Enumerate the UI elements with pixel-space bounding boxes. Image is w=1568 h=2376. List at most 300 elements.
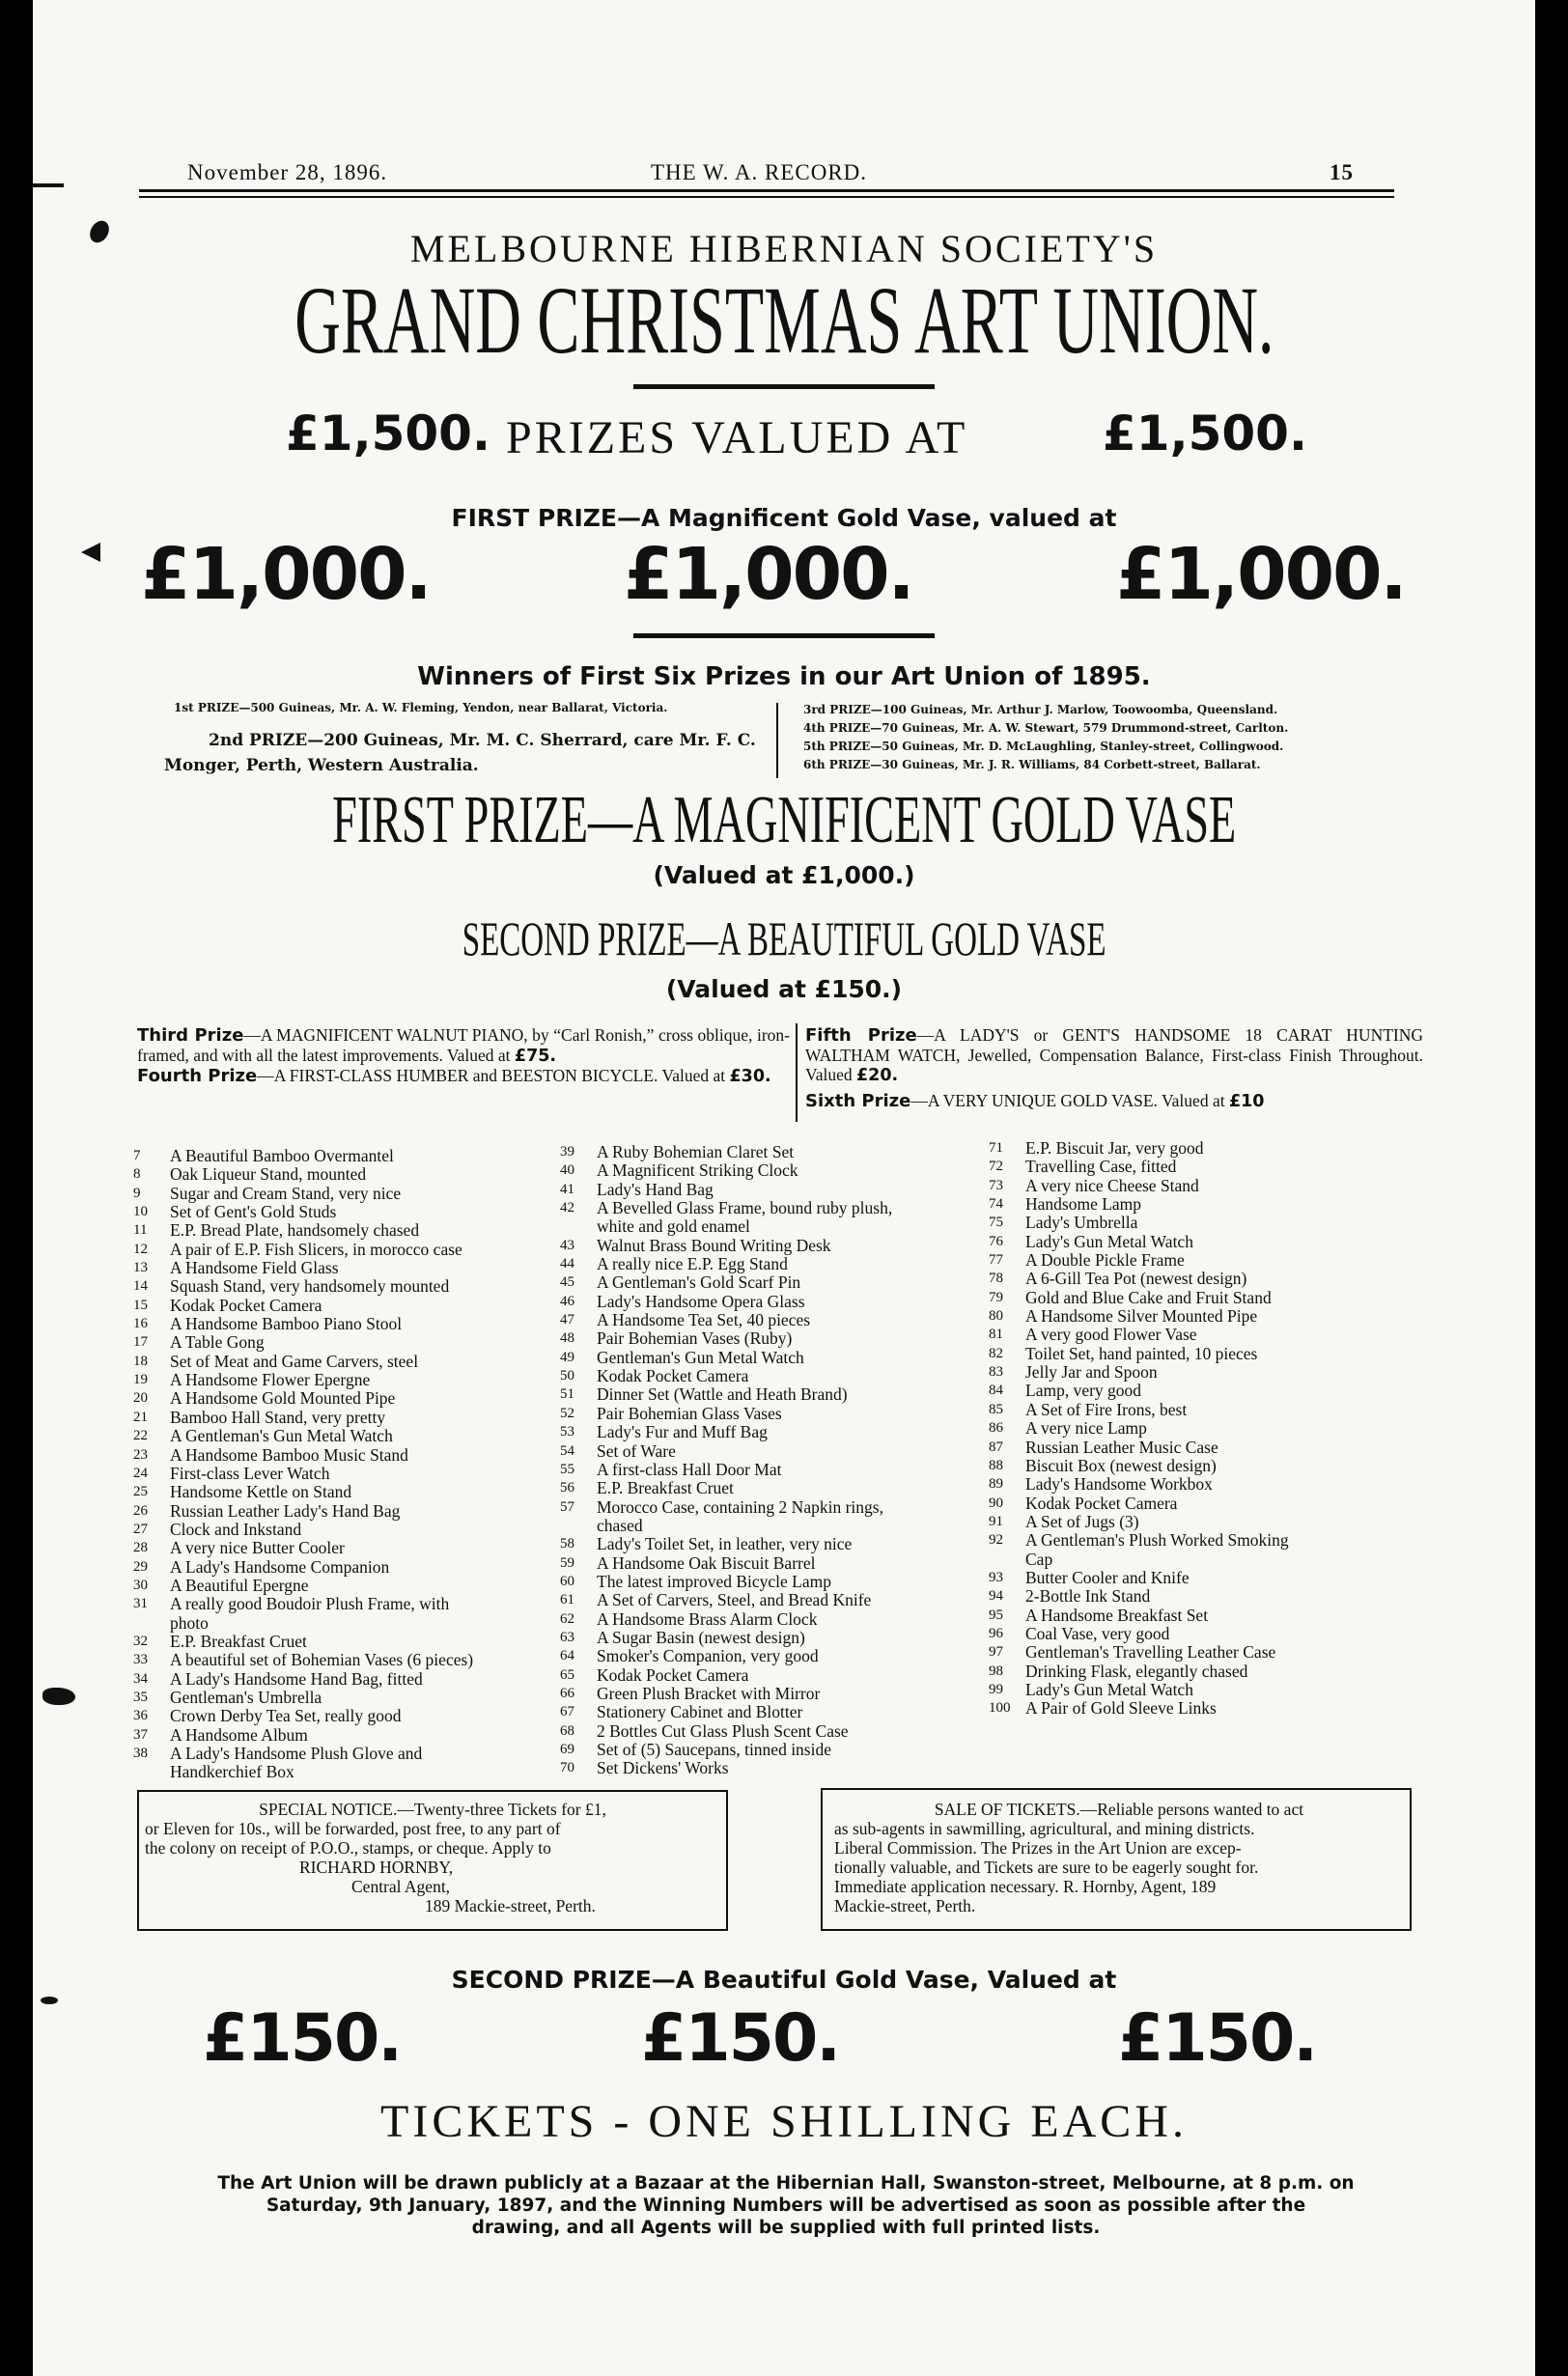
prize-list-item [989,1587,1423,1606]
prize-number: 26 [133,1502,148,1519]
prize-list-item [989,1382,1423,1400]
prize-description: A very nice Lamp [1025,1418,1147,1439]
first-prize-heading [33,784,1535,857]
prize-list-item [133,1297,577,1315]
prize-number: 49 [560,1349,574,1365]
prize-list-item [133,1277,577,1296]
society-name: MELBOURNE HIBERNIAN SOCIETY'S [409,227,1159,270]
prize-list-item [560,1703,985,1721]
prize-list-item [133,1577,577,1595]
prize-number: 59 [560,1554,574,1571]
newspaper-name: THE W. A. RECORD. [651,160,868,184]
prize-list-item [133,1689,577,1707]
prize-number: 78 [989,1271,1003,1287]
prize-list-item [560,1685,985,1703]
prize-list-item [133,1185,577,1203]
prize-number: 23 [133,1446,148,1463]
prize-description: Drinking Flask, elegantly chased [1025,1661,1248,1681]
prize-list-item [560,1442,985,1461]
prize-list-item [133,1651,577,1669]
prize-number: 94 [989,1588,1003,1605]
prize-description: A Beautiful Epergne [170,1575,309,1595]
prize-number: 50 [560,1368,574,1384]
prize-list-item [560,1237,985,1255]
prize-description: A Lady's Handsome Companion [170,1556,390,1577]
sixth-prize [805,1091,1423,1111]
prize-number: 36 [133,1708,148,1724]
prize-list-column-2 [560,1143,985,1778]
fourth-prize-text: —A FIRST-CLASS HUMBER and BEESTON BICYCLE. Valued at [257,1066,726,1085]
prize-description: A Lady's Handsome Hand Bag, fitted [170,1668,423,1689]
special-notice-box [137,1790,728,1931]
prize-description: Oak Liqueur Stand, mounted [170,1164,367,1185]
prize-description: A Beautiful Bamboo Overmantel [170,1146,394,1165]
prize-number: 37 [133,1726,148,1743]
small-amount-2: £150. [641,2000,840,2077]
sale-line-1: SALE OF TICKETS.—Reliable persons wanted to act [934,1800,1304,1819]
prize-number: 84 [989,1383,1003,1399]
prize-list-item [560,1349,985,1367]
prize-description: 2 Bottles Cut Glass Plush Scent Case [597,1720,849,1741]
prize-list-item [989,1363,1423,1382]
first-prize-value: (Valued at £1,000.) [653,861,915,889]
prize-list-item [133,1539,577,1557]
prize-description: A Bevelled Glass Frame, bound ruby plush, [597,1198,893,1218]
prize-description: A 6-Gill Tea Pot (newest design) [1025,1269,1247,1289]
prize-description: First-class Lever Watch [170,1463,330,1483]
sale-of-tickets [834,1800,1404,1915]
prize-number: 9 [133,1185,141,1201]
prize-list-item [133,1389,577,1408]
prize-list-item [560,1161,985,1180]
prize-list-item [133,1147,577,1165]
prize-list-item [133,1633,577,1651]
sale-line-5: Immediate application necessary. R. Hornby, Agent, 189 [834,1877,1217,1896]
prize-number: 87 [989,1439,1003,1455]
prize-number: 65 [560,1666,574,1683]
prize-number: 17 [133,1334,148,1351]
prize-description: 2-Bottle Ink Stand [1025,1586,1151,1607]
prize-number: 20 [133,1390,148,1407]
prize-list-item [560,1535,985,1553]
prize-list-item [560,1405,985,1423]
prize-description: Set of Ware [597,1440,676,1461]
prize-number: 24 [133,1465,148,1481]
prize-number: 99 [989,1681,1003,1697]
prize-list-item [133,1427,577,1445]
prize-list-item [989,1699,1423,1718]
prize-description: E.P. Bread Plate, handsomely chased [170,1220,420,1241]
amount-rule [633,633,935,638]
prize-list-item [989,1233,1423,1251]
banner-amount-left: £1,500. [286,405,490,461]
prize-number: 28 [133,1540,148,1556]
prize-number: 56 [560,1480,574,1496]
prize-number: 44 [560,1256,574,1272]
winners-divider [776,703,778,778]
prize-description: Morocco Case, containing 2 Napkin rings, [597,1496,883,1517]
fifth-prize-value: £20. [855,1066,899,1085]
prize-list-item [560,1591,985,1609]
prize-number: 88 [989,1457,1003,1473]
prize-description: Walnut Brass Bound Writing Desk [597,1235,831,1255]
newspaper-page [33,0,1535,2376]
prize-description: Lady's Gun Metal Watch [1025,1231,1193,1251]
prize-list-item [989,1663,1423,1681]
prize-number: 79 [989,1289,1003,1305]
prize-number: 92 [989,1532,1003,1549]
prize-description: A Handsome Tea Set, 40 pieces [597,1310,811,1330]
prize-description: A beautiful set of Bohemian Vases (6 pieces) [170,1650,474,1670]
third-prize-label: Third Prize [137,1025,244,1046]
prize-number: 58 [560,1536,574,1552]
special-notice [145,1800,720,1915]
prize-list-item [133,1203,577,1221]
prize-description-continued: Handkerchief Box [170,1762,294,1782]
prize-number: 52 [560,1405,574,1421]
small-amount-3: £150. [1118,2000,1317,2077]
drawing-notice-line-3: drawing, and all Agents will be supplied with full printed lists. [471,2218,1101,2238]
prize-description: Lady's Fur and Muff Bag [597,1422,768,1442]
prize-list-item [989,1681,1423,1699]
winner-5: 5th PRIZE—50 Guineas, Mr. D. McLaughling, Stanley-street, Collingwood. [803,740,1284,753]
fifth-prize [805,1025,1423,1085]
prize-list-item [989,1607,1423,1625]
first-prize-heading-text: FIRST PRIZE—A MAGNIFICENT GOLD VASE [331,783,1237,857]
prize-list-item [989,1158,1423,1176]
prize-description-continued: Cap [1025,1549,1053,1569]
prize-description: A Set of Carvers, Steel, and Bread Knife [597,1590,872,1610]
prize-number: 70 [560,1760,574,1776]
prize-description: A Gentleman's Gun Metal Watch [170,1426,393,1446]
prize-number: 74 [989,1196,1003,1213]
prize-number: 7 [133,1148,141,1163]
prize-description: A Handsome Bamboo Music Stand [170,1444,408,1465]
prize-list-column-1 [133,1147,577,1782]
prize-description: A pair of E.P. Fish Slicers, in morocco case [170,1239,462,1259]
prize-list-item [560,1255,985,1273]
prize-list-item [989,1214,1423,1232]
prize-list-item [560,1367,985,1385]
prize-list-item [560,1329,985,1348]
prize-list-item [989,1625,1423,1643]
prize-number: 22 [133,1428,148,1444]
banner-amount-right: £1,500. [1103,405,1307,461]
prize-number: 18 [133,1353,148,1369]
prize-list-item [560,1273,985,1292]
prize-number: 45 [560,1274,574,1291]
prize-list-item [989,1513,1423,1531]
prize-description: Biscuit Box (newest design) [1025,1455,1217,1475]
prize-list-item [133,1315,577,1333]
prize-description-continued: chased [597,1515,643,1535]
third-prize-text: —A MAGNIFICENT WALNUT PIANO, by “Carl Ronish,” cross oblique, iron-framed, and with all the latest improvements. Valued at [137,1025,791,1065]
prize-list-item [133,1558,577,1577]
prize-list-item [133,1465,577,1483]
prize-description: Lady's Handsome Opera Glass [597,1291,805,1311]
prize-description: E.P. Biscuit Jar, very good [1025,1138,1204,1158]
prize-number: 11 [133,1222,148,1239]
big-amount-2: £1,000. [624,533,913,616]
prize-list-item [989,1531,1423,1550]
prize-list-item [133,1745,577,1763]
prize-list-column-3 [989,1139,1423,1719]
prize-number: 98 [989,1663,1003,1679]
prize-number: 19 [133,1372,148,1388]
prize-description: Russian Leather Music Case [1025,1437,1218,1457]
prize-description: Jelly Jar and Spoon [1025,1362,1158,1383]
prize-number: 66 [560,1685,574,1701]
prize-number: 80 [989,1308,1003,1325]
prize-description-continued: photo [170,1612,209,1633]
prize-number: 13 [133,1260,148,1276]
prize-list-item [133,1521,577,1539]
prize-number: 33 [133,1652,148,1668]
winner-6: 6th PRIZE—30 Guineas, Mr. J. R. Williams, 84 Corbett-street, Ballarat. [803,758,1261,771]
special-notice-line-1: SPECIAL NOTICE.—Twenty-three Tickets for £1, [259,1800,606,1819]
sixth-prize-text: —A VERY UNIQUE GOLD VASE. Valued at [910,1091,1225,1110]
sale-line-3: Liberal Commission. The Prizes in the Art Union are excep- [834,1838,1242,1858]
fourth-prize [137,1066,790,1086]
tickets-price: TICKETS - ONE SHILLING EACH. [380,2096,1188,2147]
art-union-title [33,266,1535,374]
sale-of-tickets-box [821,1788,1412,1931]
fifth-prize-label: Fifth Prize [805,1025,917,1046]
prize-list-item [560,1293,985,1311]
sale-line-4: tionally valuable, and Tickets are sure to be eagerly sought for. [834,1858,1259,1877]
prize-description: A Gentleman's Gold Scarf Pin [597,1272,801,1293]
prize-number: 86 [989,1420,1003,1437]
prize-description: Kodak Pocket Camera [1025,1493,1178,1513]
prize-list-item [560,1385,985,1404]
prize-list-item [989,1643,1423,1662]
prize-list-item [560,1666,985,1685]
prize-list-item [560,1722,985,1741]
prize-description: Kodak Pocket Camera [597,1664,749,1685]
prize-list-item [133,1259,577,1277]
prize-number: 93 [989,1569,1003,1585]
prize-number: 62 [560,1610,574,1627]
prize-description: Bamboo Hall Stand, very pretty [170,1407,386,1427]
prize-number: 89 [989,1476,1003,1493]
binding-mark-top [33,183,64,187]
prize-description: A Set of Fire Irons, best [1025,1399,1188,1419]
ink-blot-4 [41,1997,58,2004]
prize-number: 72 [989,1159,1003,1175]
prize-number: 30 [133,1577,148,1593]
prize-description: A Lady's Handsome Plush Glove and [170,1744,423,1763]
prize-list-item [133,1165,577,1184]
prize-description: A Handsome Album [170,1724,308,1745]
special-notice-line-3: the colony on receipt of P.O.O., stamps, or cheque. Apply to [145,1838,551,1858]
prize-number: 53 [560,1424,574,1440]
prize-number: 100 [989,1700,1011,1717]
prize-description: A Set of Jugs (3) [1025,1511,1139,1531]
prize-number: 47 [560,1312,574,1328]
prize-list-item [133,1409,577,1427]
third-fourth-prizes [137,1025,790,1086]
prize-number: 96 [989,1625,1003,1641]
prize-description: Clock and Inkstand [170,1519,302,1539]
prize-description: Gold and Blue Cake and Fruit Stand [1025,1287,1272,1307]
sale-line-6: Mackie-street, Perth. [834,1896,976,1915]
small-amount-1: £150. [203,2000,402,2077]
prize-number: 81 [989,1327,1003,1343]
prize-description: Kodak Pocket Camera [170,1295,322,1315]
prize-list-item [989,1495,1423,1513]
prize-description: Lady's Handsome Workbox [1025,1474,1213,1495]
prize-list-item [560,1610,985,1629]
winner-3: 3rd PRIZE—100 Guineas, Mr. Arthur J. Marlow, Toowoomba, Queensland. [803,703,1278,716]
prize-list-item [560,1647,985,1665]
prize-description: Russian Leather Lady's Hand Bag [170,1500,401,1521]
prize-list-item [560,1741,985,1759]
winner-1: 1st PRIZE—500 Guineas, Mr. A. W. Fleming, Yendon, near Ballarat, Victoria. [174,701,668,714]
winner-2-cont: Monger, Perth, Western Australia. [164,756,479,775]
winner-4: 4th PRIZE—70 Guineas, Mr. A. W. Stewart, 579 Drummond-street, Carlton. [803,721,1289,735]
prize-number: 48 [560,1330,574,1347]
big-amount-1: £1,000. [141,533,431,616]
prize-description: Set of (5) Saucepans, tinned inside [597,1740,832,1759]
prize-description: Stationery Cabinet and Blotter [597,1702,803,1722]
prize-list-item [989,1251,1423,1270]
prize-list-item [133,1333,577,1352]
first-prize-line: FIRST PRIZE—A Magnificent Gold Vase, valued at [451,504,1117,532]
prize-list-item [989,1289,1423,1307]
prize-list-item [560,1629,985,1647]
prize-description: Lady's Gun Metal Watch [1025,1679,1193,1699]
prize-description: Coal Vase, very good [1025,1623,1170,1643]
prize-list-item [133,1707,577,1725]
prize-description: Handsome Kettle on Stand [170,1482,352,1502]
winner-2: 2nd PRIZE—200 Guineas, Mr. M. C. Sherrard, care Mr. F. C. [209,731,756,750]
sale-line-2: as sub-agents in sawmilling, agricultural, and mining districts. [834,1819,1255,1838]
prize-description: Toilet Set, hand painted, 10 pieces [1025,1343,1258,1363]
special-notice-role: Central Agent, [351,1877,451,1896]
page-number: 15 [1330,160,1354,184]
prize-number: 21 [133,1409,148,1425]
prize-list-item [133,1353,577,1371]
prize-number: 54 [560,1442,574,1459]
prize-description: A Magnificent Striking Clock [597,1160,798,1181]
prize-description: Green Plush Bracket with Mirror [597,1683,821,1703]
prize-number: 27 [133,1521,148,1537]
prize-number: 16 [133,1316,148,1332]
fifth-sixth-prizes [805,1025,1423,1111]
prize-description: Lady's Umbrella [1025,1213,1138,1233]
prize-list-item [560,1573,985,1591]
prize-list-item [133,1221,577,1240]
prize-list-item [133,1670,577,1689]
prize-description: A Handsome Bamboo Piano Stool [170,1314,403,1334]
banner-prizes-valued: PRIZES VALUED AT [506,412,968,463]
prize-number: 67 [560,1704,574,1720]
prize-number: 40 [560,1162,574,1179]
prize-number: 90 [989,1495,1003,1511]
prize-list-item [133,1502,577,1521]
prize-number: 64 [560,1648,574,1664]
fifth-prize-text: —A LADY'S or GENT'S HANDSOME 18 CARAT HUNTING WALTHAM WATCH, Jewelled, Compensation Balance, First-class Finish Throughout. Valued [805,1025,1423,1084]
special-notice-agent: RICHARD HORNBY, [299,1858,454,1877]
prize-description: A really good Boudoir Plush Frame, with [170,1594,450,1614]
drawing-notice [168,2172,1404,2239]
prize-number: 82 [989,1345,1003,1361]
prize-number: 29 [133,1558,148,1575]
fourth-prize-label: Fourth Prize [137,1066,258,1086]
prize-number: 83 [989,1364,1003,1381]
prize-description: Handsome Lamp [1025,1194,1142,1215]
prize-number: 91 [989,1513,1003,1529]
third-prize [137,1025,790,1066]
prize-number: 61 [560,1592,574,1608]
sixth-prize-value: £10 [1228,1092,1265,1111]
second-prize-line: SECOND PRIZE—A Beautiful Gold Vase, Valued at [451,1966,1117,1994]
prize-description-continued: white and gold enamel [597,1216,750,1237]
prize-description: A Double Pickle Frame [1025,1250,1185,1271]
prize-description: Set of Meat and Game Carvers, steel [170,1351,419,1371]
prize-number: 38 [133,1746,148,1761]
prize-description: Gentleman's Umbrella [170,1687,322,1707]
prize-list-item [560,1554,985,1573]
sixth-prize-label: Sixth Prize [805,1091,911,1111]
art-union-title-text: GRAND CHRISTMAS ART UNION. [294,266,1274,374]
prize-description: Squash Stand, very handsomely mounted [170,1276,450,1297]
prize-list-item [989,1326,1423,1344]
prize-description: Gentleman's Gun Metal Watch [597,1347,804,1367]
prize-number: 68 [560,1722,574,1739]
prize-list-item [989,1457,1423,1475]
prize-number: 75 [989,1215,1003,1231]
drawing-notice-line-1: The Art Union will be drawn publicly at a Bazaar at the Hibernian Hall, Swanston-street, Melbourne, at 8 p.m. on [217,2173,1355,2194]
prize-number: 77 [989,1252,1003,1269]
winners-heading: Winners of First Six Prizes in our Art Union of 1895. [417,662,1151,691]
prize-number: 95 [989,1607,1003,1623]
prize-description: Set Dickens' Works [597,1758,729,1778]
prize-list-item [989,1439,1423,1457]
prize-list-item [560,1759,985,1777]
prize-description: Dinner Set (Wattle and Heath Brand) [597,1384,848,1405]
third-prize-value: £75. [514,1047,557,1066]
prize-description: A Sugar Basin (newest design) [597,1627,805,1647]
prize-description: A Table Gong [170,1332,265,1353]
prize-number: 60 [560,1573,574,1589]
prize-number: 46 [560,1293,574,1309]
prize-description: A very nice Butter Cooler [170,1538,345,1558]
prize-list-item [989,1307,1423,1326]
prize-description: A Gentleman's Plush Worked Smoking [1025,1530,1289,1551]
winners-right [803,701,1402,774]
prize-description: Lady's Hand Bag [597,1179,714,1199]
prize-number: 63 [560,1629,574,1645]
prize-number: 15 [133,1297,148,1313]
prize-number: 43 [560,1237,574,1253]
prize-number: 25 [133,1484,148,1500]
prize-description: Gentleman's Travelling Leather Case [1025,1642,1276,1663]
prize-description: Crown Derby Tea Set, really good [170,1706,402,1726]
ink-blot-2 [81,543,100,562]
prize-description: Travelling Case, fitted [1025,1157,1177,1177]
prize-list-item [989,1401,1423,1419]
prize-number: 8 [133,1166,141,1183]
prizes-divider [796,1023,798,1122]
special-notice-address: 189 Mackie-street, Perth. [425,1896,596,1915]
prize-description: Kodak Pocket Camera [597,1366,749,1386]
prize-description: A Handsome Breakfast Set [1025,1605,1209,1625]
prize-list-item [989,1345,1423,1363]
prize-list-item [133,1371,577,1389]
title-rule [633,384,935,389]
prize-number: 71 [989,1140,1003,1156]
